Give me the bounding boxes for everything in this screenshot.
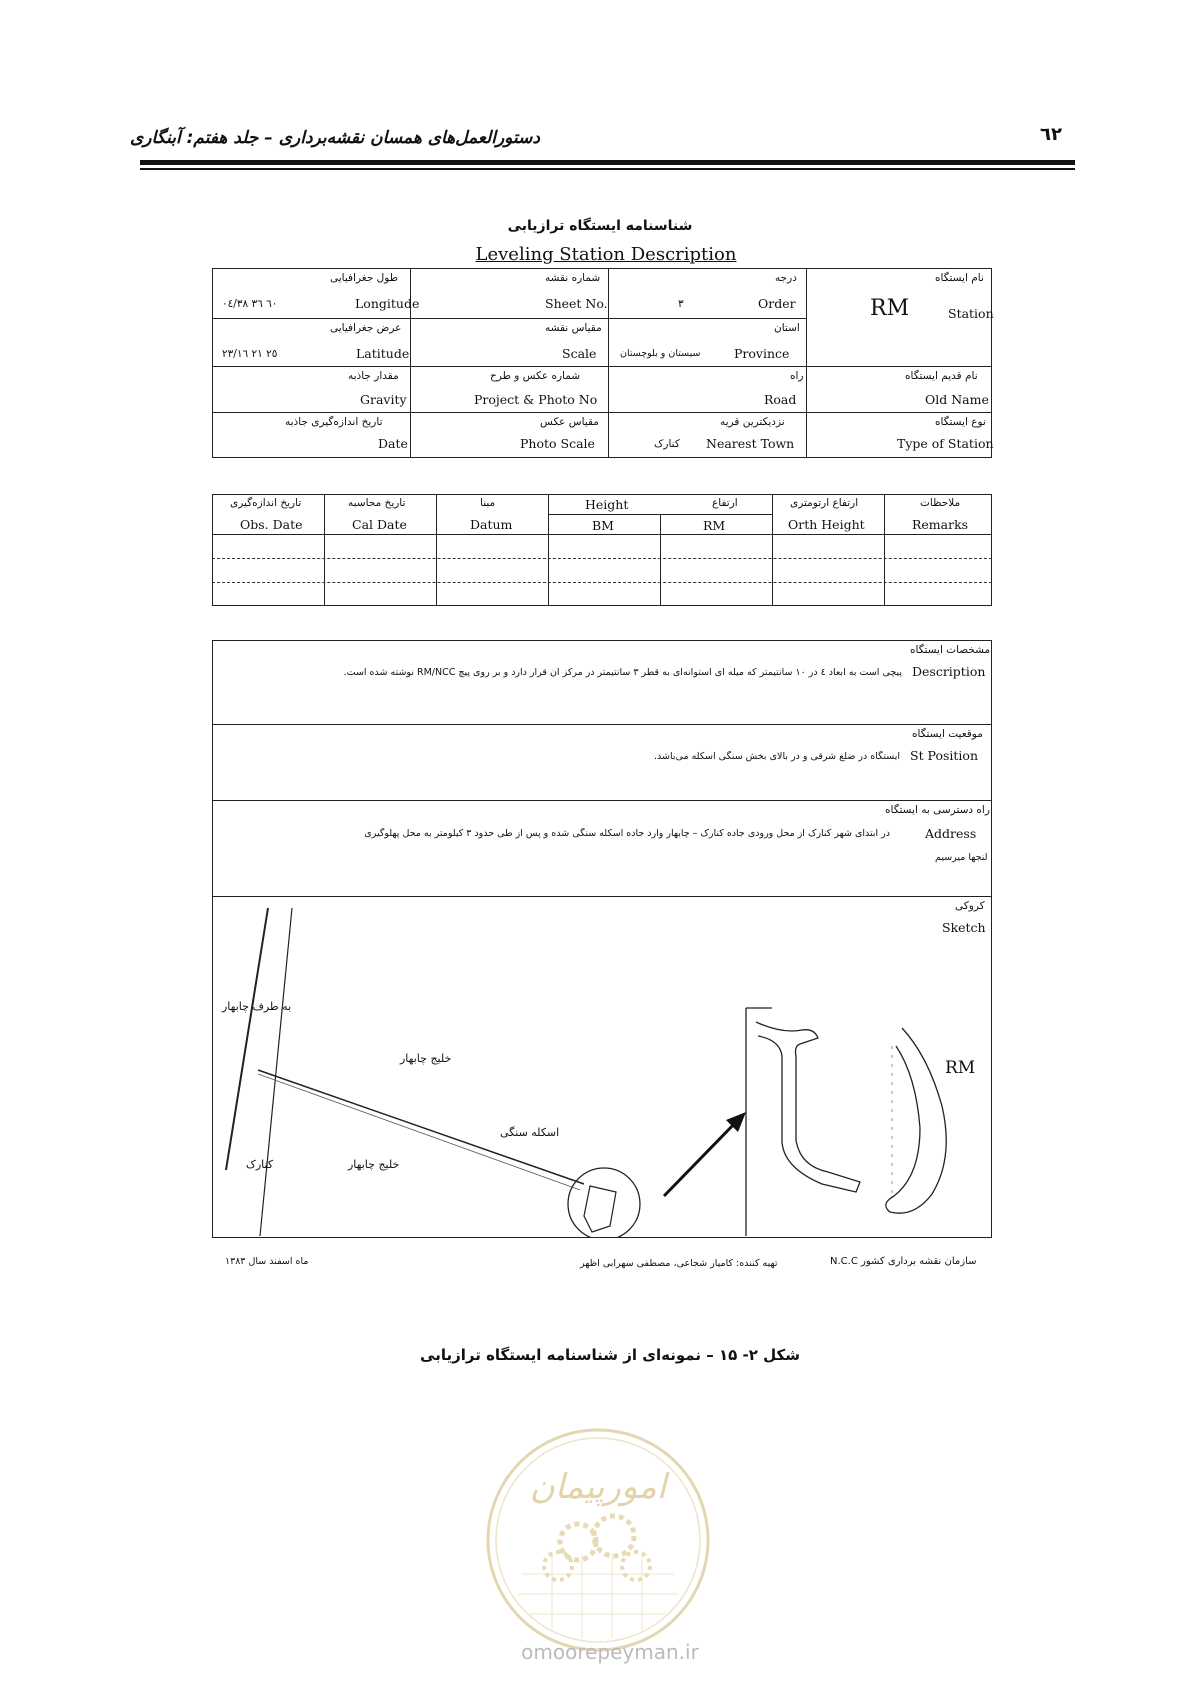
nearest-town-label-en: Nearest Town	[706, 436, 795, 451]
obs-date-fa: تاریخ اندازه‌گیری	[230, 497, 302, 509]
rm-header: RM	[703, 518, 726, 533]
longitude-label-en: Longitude	[355, 296, 420, 311]
type-label-en: Type of Station	[897, 436, 994, 451]
gravity-label-fa: مقدار جاذبه	[348, 370, 399, 382]
longitude-label-fa: طول جغرافیایی	[330, 272, 399, 284]
konarak-label: کنارک	[246, 1158, 274, 1171]
longitude-value: ٦٠ ٣٦ ٠٤/٣٨	[222, 298, 278, 310]
description-label-fa: مشخصات ایستگاه	[910, 644, 991, 656]
header-rule-thin	[140, 168, 1075, 170]
description-label-en: Description	[912, 664, 986, 679]
sketch-map	[212, 896, 992, 1238]
rm-sketch-label: RM	[945, 1058, 976, 1078]
header-rule-thick	[140, 160, 1075, 165]
station-value: RM	[870, 296, 910, 321]
latitude-label-fa: عرض جغرافیایی	[330, 322, 402, 334]
scale-label-fa: مقیاس نقشه	[545, 322, 602, 334]
figure-caption: شکل ۲- ۱۵ – نمونه‌ای از شناسنامه ایستگاه ترازیابی	[420, 1346, 800, 1364]
type-label-fa: نوع ایستگاه	[935, 416, 986, 428]
date-label-en: Date	[378, 436, 408, 451]
sketch-label-fa: کروکی	[955, 900, 985, 912]
arrow-line	[664, 1120, 738, 1196]
latitude-value: ٢٥ ٢١ ٢٣/١٦	[222, 348, 278, 360]
order-label-en: Order	[758, 296, 796, 311]
orth-height-en: Orth Height	[788, 517, 865, 532]
address-label-fa: راه دسترسی به ایستگاه	[885, 804, 990, 816]
orth-height-fa: ارتفاع ارتومتری	[790, 497, 859, 509]
station-label-fa: نام ایستگاه	[935, 272, 984, 284]
date-label-fa: تاریخ اندازه‌گیری جاذبه	[285, 416, 383, 428]
road-label-en: Road	[764, 392, 797, 407]
photo-scale-label-en: Photo Scale	[520, 436, 595, 451]
month-year-label: ماه اسفند سال ١٣٨٣	[225, 1256, 309, 1267]
old-name-label-fa: نام قدیم ایستگاه	[905, 370, 978, 382]
position-label-fa: موقعیت ایستگاه	[912, 728, 983, 740]
station-label-en: Station	[948, 306, 994, 321]
to-chabahar-label: به طرف چابهار	[222, 1000, 292, 1013]
sheet-no-label-fa: شماره نقشه	[545, 272, 601, 284]
pier-head-small	[584, 1186, 616, 1232]
cal-date-fa: تاریخ محاسبه	[348, 497, 406, 509]
preparer-label: تهیه کننده: کامیار شجاعی، مصطفی سهرابی اظهر	[580, 1258, 778, 1269]
cal-date-en: Cal Date	[352, 517, 407, 532]
datum-fa: مبنا	[480, 497, 496, 509]
inset-pier-east	[886, 1028, 946, 1213]
description-text: پیچی است به ابعاد ٤ در ١٠ سانتیمتر که میله ای استوانه‌ای به قطر ۳ سانتیمتر در مرکز آن قرار دارد و بر روی پیچ RM/NCC نوشته شده است.	[343, 667, 902, 678]
bm-header: BM	[592, 518, 614, 533]
address-text: در ابتدای شهر کنارک از محل ورودی جاده کنارک – چابهار وارد جاده اسکله سنگی شده و پس از طی حدود ۳ کیلومتر به محل پهلوگیری	[364, 828, 890, 839]
project-photo-label-fa: شماره عکس و طرح	[490, 370, 581, 382]
remarks-fa: ملاحظات	[920, 497, 961, 509]
address-label-en: Address	[925, 826, 977, 841]
inset-pier-west	[756, 1022, 860, 1192]
project-photo-label-en: Project & Photo No	[474, 392, 598, 407]
photo-scale-label-fa: مقیاس عکس	[540, 416, 599, 428]
pier-label: اسکله سنگی	[500, 1126, 560, 1139]
road-line-1	[226, 908, 268, 1170]
old-name-label-en: Old Name	[925, 392, 989, 407]
form-title-en: Leveling Station Description	[475, 244, 737, 265]
address-text-2: لنجها میرسیم	[935, 852, 988, 863]
datum-en: Datum	[470, 517, 513, 532]
sketch-label-en: Sketch	[942, 920, 986, 935]
gulf-upper-label: خلیج چابهار	[400, 1052, 452, 1065]
road-label-fa: راه	[790, 370, 804, 382]
height-fa: ارتفاع	[712, 497, 738, 509]
form-title-fa: شناسنامه ایستگاه ترازیابی	[507, 218, 693, 234]
watermark-url: omoorepeyman.ir	[521, 1640, 699, 1664]
height-en: Height	[585, 497, 629, 512]
nearest-town-label-fa: نزدیکترین قریه	[720, 416, 785, 428]
gulf-lower-label: خلیج چابهار	[348, 1158, 400, 1171]
remarks-en: Remarks	[912, 517, 969, 532]
position-text: ایستگاه در ضلع شرقی و در بالای بخش سنگی اسکله می‌باشد.	[654, 751, 900, 762]
position-label-en: St Position	[910, 748, 978, 763]
province-label-fa: استان	[774, 322, 800, 334]
book-title: دستورالعمل‌های همسان نقشه‌برداری – جلد هفتم: آبنگاری	[130, 128, 540, 148]
province-label-en: Province	[734, 346, 790, 361]
sheet-no-label-en: Sheet No.	[545, 296, 608, 311]
page-number: ٦٢	[1040, 124, 1062, 145]
province-value: سیستان و بلوچستان	[620, 348, 701, 359]
watermark-name: امورپیمان	[529, 1467, 667, 1507]
nearest-town-value: کنارک	[654, 438, 680, 450]
latitude-label-en: Latitude	[356, 346, 410, 361]
obs-date-en: Obs. Date	[240, 517, 303, 532]
org-label: سازمان نقشه برداری کشور N.C.C	[830, 1256, 977, 1267]
order-label-fa: درجه	[775, 272, 797, 284]
gravity-label-en: Gravity	[360, 392, 407, 407]
scale-label-en: Scale	[562, 346, 597, 361]
watermark-logo	[482, 1424, 714, 1656]
order-value: ۳	[678, 298, 684, 310]
